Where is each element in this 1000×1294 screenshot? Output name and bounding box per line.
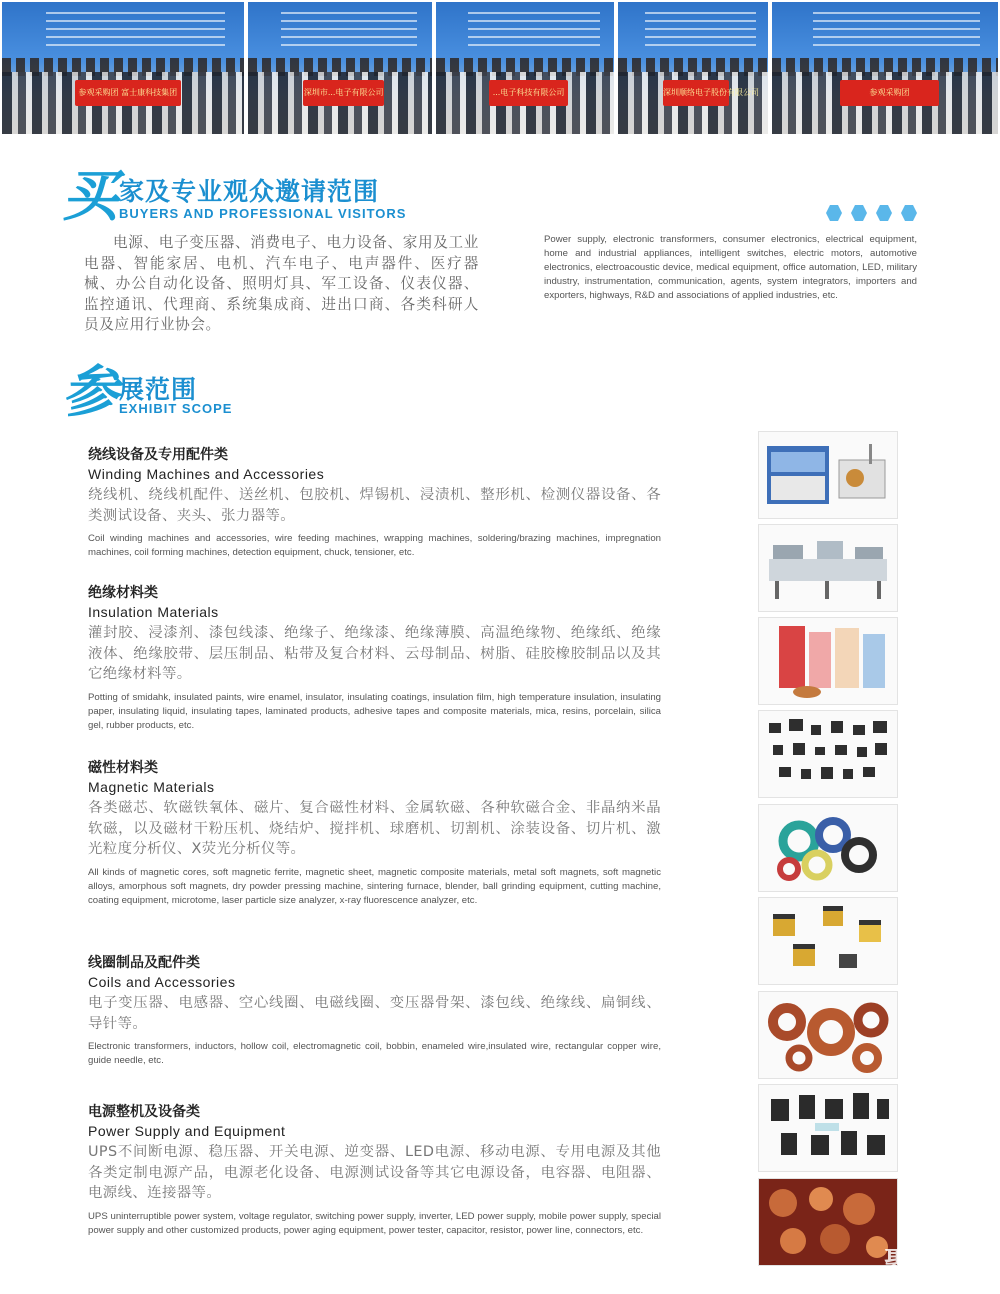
photo-flag: 深圳市...电子有限公司 xyxy=(303,80,384,106)
category-title-cn: 绝缘材料类 xyxy=(88,585,158,601)
category-title-en: Coils and Accessories xyxy=(88,974,236,990)
transformer-parts-photo xyxy=(758,897,898,985)
bobbins-photo xyxy=(758,1084,898,1172)
toroid-rings-photo xyxy=(758,804,898,892)
exhibit-big-char: 参 xyxy=(62,359,118,425)
category-desc-en: Potting of smidahk, insulated paints, wire enamel, insulator, insulating coatings, insulation film, high temperature insulation, insulating paper, insulating liquid, insulating tapes, laminated products, adhesive tapes and composite materials, mica, resins, porcelain, silica gel, rubber products, etc. xyxy=(88,691,661,731)
visitor-group-photo xyxy=(618,2,768,134)
photo-flag: 参观采购团 富士康科技集团 xyxy=(75,80,181,106)
buyers-big-char: 买 xyxy=(62,163,118,229)
category-desc-cn: UPS不间断电源、稳压器、开关电源、逆变器、LED电源、移动电源、专用电源及其他各类定制电源产品，电源老化设备、电源测试设备等其它电源设备，电容器、电阻器、电源线、连接器等。 xyxy=(88,1144,661,1202)
category-desc-en: Coil winding machines and accessories, wire feeding machines, wrapping machines, soldering/brazing machines, impregnation machines, coil forming machines, detection equipment, chuck, tensioner, etc. xyxy=(88,533,661,559)
category-winding xyxy=(88,446,661,560)
category-title-cn: 电源整机及设备类 xyxy=(88,1104,200,1120)
winding-machine-photo xyxy=(758,431,898,519)
photo-flag: 参观采购团 xyxy=(840,80,939,106)
category-title-en: Insulation Materials xyxy=(88,604,219,620)
visitor-group-photo xyxy=(436,2,614,134)
photo-flag: ...电子科技有限公司 xyxy=(489,80,567,106)
copper-toroid-coils-photo xyxy=(758,991,898,1079)
category-title-en: Winding Machines and Accessories xyxy=(88,466,325,482)
production-line-photo xyxy=(758,524,898,612)
decorative-hexagon-dots xyxy=(826,205,918,221)
copper-coils-photo xyxy=(758,1178,898,1266)
category-coils xyxy=(88,954,661,1068)
exhibit-title-cn: 展范围 xyxy=(119,375,198,404)
photo-flag: 深圳顺络电子股份有限公司 xyxy=(663,80,729,106)
buyers-description-en: Power supply, electronic transformers, consumer electronics, electrical equipment, home and industrial appliances, intelligent switches, electric motors, automotive electronics, electroacoustic device, medical equipment, office automation, LED, military industry, instrumentation, communication, agents, system integrators, importers and exporters, highways, R&D and associations of applied industries, etc. xyxy=(544,234,917,302)
category-desc-en: All kinds of magnetic cores, soft magnetic ferrite, magnetic sheet, magnetic composite materials, metal soft magnets, soft magnetic alloys, amorphous soft magnets, dry powder pressing machine, sintering furnace, blender, ball grinding equipment, cutting machine, coating equipment, microtome, laser particle size analyzer, x-ray fluorescence analyzer, etc. xyxy=(88,866,661,906)
category-desc-cn: 电子变压器、电感器、空心线圈、电磁线圈、变压器骨架、漆包线、绝缘线、扁铜线、导针等。 xyxy=(88,995,661,1032)
visitor-group-photo xyxy=(248,2,432,134)
category-desc-cn: 灌封胶、浸漆剂、漆包线漆、绝缘子、绝缘漆、绝缘薄膜、高温绝缘物、绝缘纸、绝缘液体、绝缘胶带、层压制品、粘带及复合材料、云母制品、树脂、硅胶橡胶制品以及其它绝缘材料等。 xyxy=(88,625,661,683)
category-desc-en: Electronic transformers, inductors, hollow coil, electromagnetic coil, bobbin, enameled wire,insulated wire, rectangular copper wire, guide needle, etc. xyxy=(88,1041,661,1067)
category-desc-cn: 绕线机、绕线机配件、送丝机、包胶机、焊锡机、浸渍机、整形机、检测仪器设备、各类测试设备、夹头、张力器等。 xyxy=(88,487,661,524)
photo-strip xyxy=(0,0,1000,136)
category-magnetic xyxy=(88,759,661,908)
exhibit-title-en: EXHIBIT SCOPE xyxy=(119,401,233,416)
category-desc-cn: 各类磁芯、软磁铁氧体、磁片、复合磁性材料、金属软磁、各种软磁合金、非晶纳米晶软磁，以及磁材干粉压机、烧结炉、搅拌机、球磨机、切割机、涂装设备、切片机、激光粒度分析仪、X荧光分析仪等。 xyxy=(88,800,661,858)
category-insulation xyxy=(88,584,661,733)
category-title-en: Magnetic Materials xyxy=(88,779,215,795)
magnetic-cores-photo xyxy=(758,710,898,798)
category-title-cn: 线圈制品及配件类 xyxy=(88,955,200,971)
watermark: 聚展 xyxy=(884,1246,948,1281)
category-title-cn: 绕线设备及专用配件类 xyxy=(88,447,228,463)
category-title-en: Power Supply and Equipment xyxy=(88,1123,286,1139)
category-power-supply xyxy=(88,1103,661,1238)
buyers-description-cn: 电源、电子变压器、消费电子、电力设备、家用及工业电器、智能家居、电机、汽车电子、电声器件、医疗器械、办公自动化设备、照明灯具、军工设备、仪表仪器、监控通讯、代理商、系统集成商、进出口商、各类科研人员及应用行业协会。 xyxy=(84,234,479,333)
visitor-group-photo xyxy=(2,2,244,134)
buyers-title-en: BUYERS AND PROFESSIONAL VISITORS xyxy=(119,206,407,221)
category-desc-en: UPS uninterruptible power system, voltage regulator, switching power supply, inverter, LED power supply, mobile power supply, special power supply and other customized products, power aging equipment, power tester, capacitor, resistor, power line, connectors, etc. xyxy=(88,1210,661,1236)
visitor-group-photo xyxy=(772,2,998,134)
insulation-rolls-photo xyxy=(758,617,898,705)
buyers-title-cn: 家及专业观众邀请范围 xyxy=(119,177,380,206)
category-title-cn: 磁性材料类 xyxy=(88,760,158,776)
